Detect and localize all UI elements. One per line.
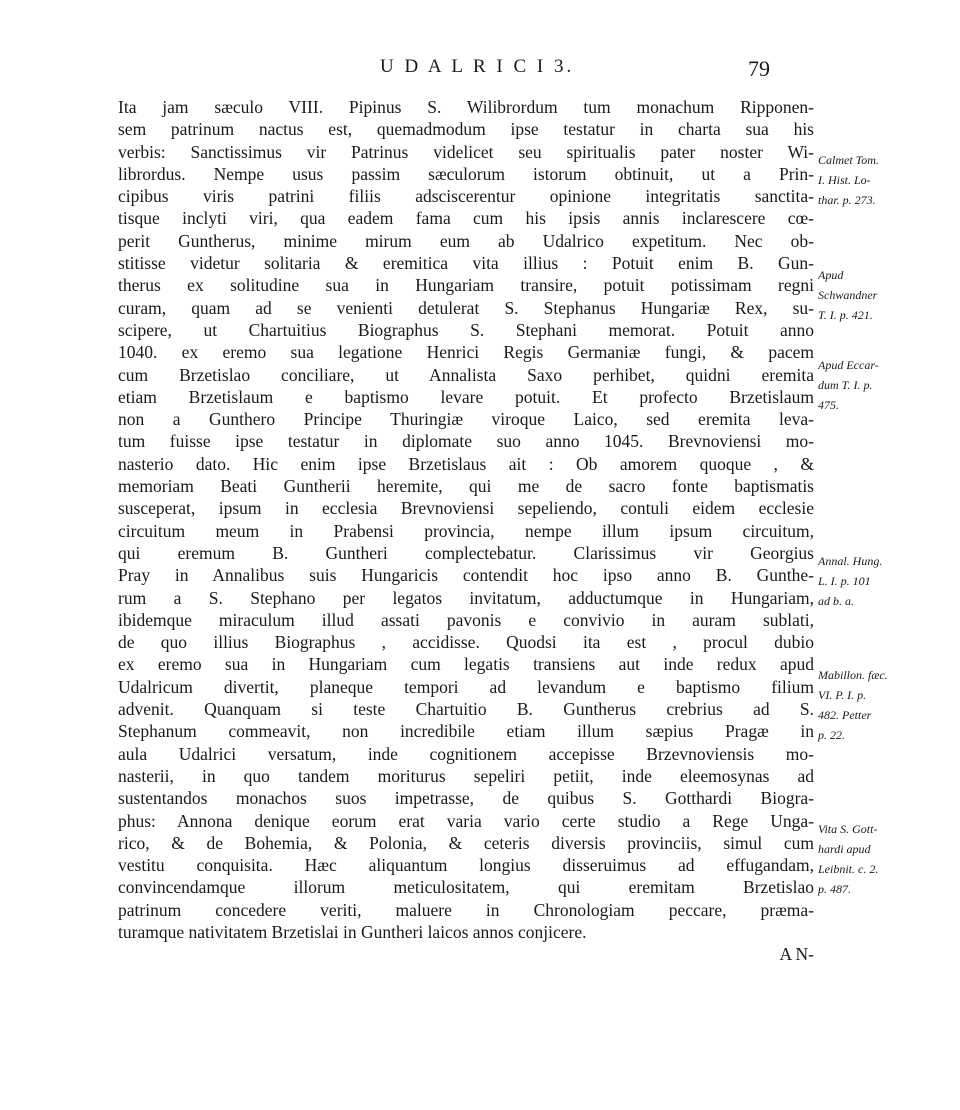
margin-note [818,665,888,745]
margin-note-line: Leibnit. c. 2. [818,861,879,876]
text-line: curam, quam ad se venienti detulerat S. Stephanus Hungariæ Rex, su- [118,297,814,318]
text-line: Udalricum divertit, planeque tempori ad levandum e baptismo filium [118,676,814,697]
text-line: stitisse videtur solitaria & eremitica vita illius : Potuit enim B. Gun- [118,253,814,274]
text-line: rum a S. Stephano per legatos invitatum, adductumque in Hungariam, [118,587,814,608]
margin-note-line: dum T. I. p. [818,377,873,392]
text-line: nasterio dato. Hic enim ipse Brzetislaus ait : Ob amorem quoque , & [118,453,814,474]
text-line: non a Gunthero Principe Thuringiæ viroque Laico, sed eremita leva- [118,409,814,430]
text-line: Pray in Annalibus suis Hungaricis contendit hoc ipso anno B. Gunthe- [118,565,814,586]
margin-note-line: ad b. a. [818,593,854,608]
margin-note [818,551,882,611]
text-line: scipere, ut Chartuitius Biographus S. Stephani memorat. Potuit anno [118,319,814,340]
text-line: convincendamque illorum meticulositatem, qui eremitam Brzetislao [118,877,814,898]
margin-note-line: Schwandner [818,288,878,303]
running-head: U D A L R I C I 3. [380,56,575,77]
margin-note-line: 482. Petter [818,707,872,722]
body-text [118,96,814,966]
margin-note [818,150,879,210]
text-line: A N- [779,944,814,965]
text-line: vestitu conquisita. Hæc aliquantum longius disseruimus ad effugandam, [118,855,814,876]
text-line: cum Brzetislao conciliare, ut Annalista Saxo perhibet, quidni eremita [118,364,814,385]
text-line: phus: Annona denique eorum erat varia vario certe studio a Rege Unga- [118,810,814,831]
margin-note [818,355,879,415]
text-line: de quo illius Biographus , accidisse. Quodsi ita est , procul dubio [118,632,814,653]
text-line: susceperat, ipsum in ecclesia Brevnoviensi sepeliendo, contuli eidem ecclesie [118,498,814,519]
text-line: etiam Brzetislaum e baptismo levare potuit. Et profecto Brzetislaum [118,386,814,407]
margin-note-line: Apud [818,268,844,283]
margin-note-line: hardi apud [818,841,871,856]
margin-note-line: Apud Eccar- [818,357,879,372]
text-line: nasterii, in quo tandem moriturus sepeliri petiit, inde eleemosynas ad [118,765,814,786]
text-line: rico, & de Bohemia, & Polonia, & ceteris diversis provinciis, simul cum [118,832,814,853]
text-line: tum fuisse ipse testatur in diplomate suo anno 1045. Brevnoviensi mo- [118,431,814,452]
page-number: 79 [748,56,770,81]
text-line: Stephanum commeavit, non incredibile etiam illum sæpius Pragæ in [118,721,814,742]
margin-note-line: Mabillon. fæc. [818,667,888,682]
text-line: advenit. Quanquam si teste Chartuitio B. Guntherus crebrius ad S. [118,699,814,720]
text-line: memoriam Beati Guntherii heremite, qui me de sacro fonte baptismatis [118,476,814,497]
text-line: therus ex solitudine sua in Hungariam transire, potuit potissimam regni [118,275,814,296]
text-line: ex eremo sua in Hungariam cum legatis transiens aut inde redux apud [118,654,814,675]
margin-note-line: p. 22. [818,727,845,742]
text-line: librordus. Nempe usus passim sæculorum istorum obtinuit, ut a Prin- [118,163,814,184]
text-line: ibidemque miraculum illud assati pavonis e convivio in auram sublati, [118,609,814,630]
text-line: cipibus viris patrini filiis adsciscerentur opinione integritatis sanctita- [118,186,814,207]
text-line: turamque nativitatem Brzetislai in Guntheri laicos annos conjicere. [118,921,587,942]
text-line: tisque inclyti viri, qua eadem fama cum his ipsis annis inclarescere cœ- [118,208,814,229]
margin-note-line: VI. P. I. p. [818,687,867,702]
text-line: aula Udalrici versatum, inde cognitionem accepisse Brzevnoviensis mo- [118,743,814,764]
text-line: 1040. ex eremo sua legatione Henrici Regis Germaniæ fungi, & pacem [118,342,814,363]
margin-note-line: L. I. p. 101 [818,573,871,588]
text-line: circuitum meum in Prabensi provincia, nempe illum ipsum circuitum, [118,520,814,541]
text-line: patrinum concedere veriti, maluere in Chronologiam peccare, præma- [118,899,814,920]
margin-note-line: Annal. Hung. [818,553,883,568]
text-line: sustentandos monachos suos impetrasse, de quibus S. Gotthardi Biogra- [118,788,814,809]
margin-note-line: T. I. p. 421. [818,308,873,323]
margin-note-line: Vita S. Gott- [818,821,878,836]
margin-note-line: 475. [818,397,839,412]
text-line: Ita jam sæculo VIII. Pipinus S. Wilibrordum tum monachum Ripponen- [118,97,814,117]
margin-note-line: thar. p. 273. [818,192,876,207]
text-line: sem patrinum nactus est, quemadmodum ipse testatur in charta sua his [118,119,814,140]
margin-note-line: I. Hist. Lo- [818,172,871,187]
text-line: qui eremum B. Guntheri complectebatur. Clarissimus vir Georgius [118,542,814,563]
margin-note [818,265,877,325]
margin-note-line: p. 487. [818,881,851,896]
margin-note-line: Calmet Tom. [818,152,879,167]
text-line: verbis: Sanctissimus vir Patrinus videlicet seu spiritualis pater noster Wi- [118,141,814,162]
margin-note [818,819,878,899]
text-line: perit Guntherus, minime mirum eum ab Udalrico expetitum. Nec ob- [118,230,814,251]
